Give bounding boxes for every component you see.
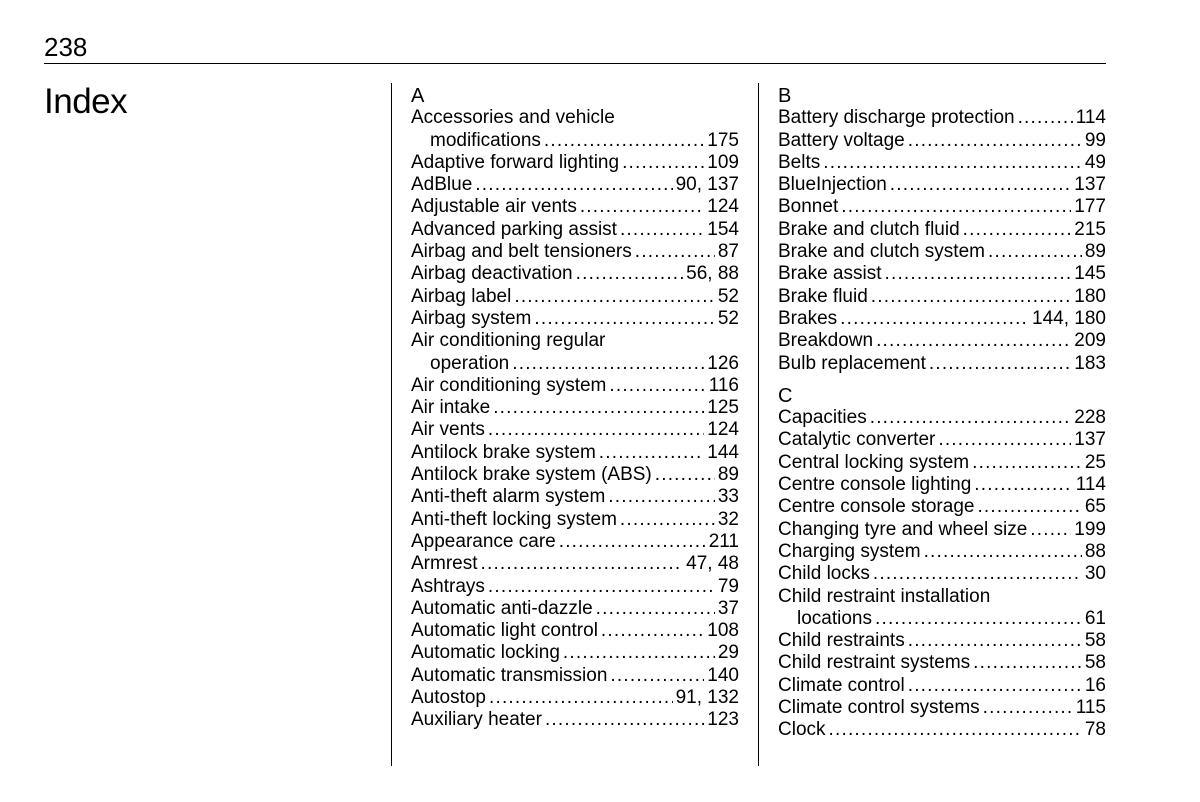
index-entry-pages: 32 (717, 508, 739, 530)
index-entry (411, 174, 739, 196)
index-entry-label: Bonnet (778, 196, 839, 218)
leader-dots (620, 509, 715, 531)
index-entry-label: AdBlue (411, 174, 473, 196)
index-entry-label: Antilock brake system (411, 441, 596, 463)
index-entry (778, 330, 1106, 352)
leader-dots (1018, 107, 1073, 129)
index-entry-label: Appearance care (411, 530, 556, 552)
index-entry (778, 196, 1106, 218)
index-entry (778, 541, 1106, 563)
leader-dots (544, 130, 704, 152)
index-entry-label: Brakes (778, 307, 838, 329)
index-entry-label: Centre console lighting (778, 474, 972, 496)
leader-dots (929, 353, 1071, 375)
index-entry-label: Auxiliary heater (411, 709, 542, 731)
index-entry-label: Charging system (778, 540, 921, 562)
leader-dots (974, 474, 1072, 496)
index-entry (778, 697, 1106, 719)
index-entry-pages: 125 (707, 397, 739, 419)
index-entry (778, 152, 1106, 174)
index-entry-label: Airbag label (411, 285, 512, 307)
index-entry (778, 496, 1106, 518)
leader-dots (514, 286, 715, 308)
index-entry-heading: Accessories and vehicle (411, 107, 615, 129)
index-entry-label: Adjustable air vents (411, 196, 577, 218)
index-entry (778, 652, 1106, 674)
index-entry-label: Autostop (411, 687, 486, 709)
index-entry-label: Anti-theft locking system (411, 508, 617, 530)
index-entry (778, 675, 1106, 697)
leader-dots (988, 241, 1082, 263)
index-entry-pages: 65 (1084, 496, 1106, 518)
page-title: Index (44, 82, 128, 121)
index-entry-label: Child restraints (778, 630, 905, 652)
index-entry-pages: 144 (707, 441, 739, 463)
index-entry (411, 375, 739, 397)
index-entry-pages: 108 (707, 620, 739, 642)
index-entry (411, 642, 739, 664)
index-entry (778, 241, 1106, 263)
index-entry-pages: 124 (707, 196, 739, 218)
index-entry-pages: 215 (1074, 218, 1106, 240)
leader-dots (870, 407, 1072, 429)
index-entry (411, 576, 739, 598)
index-entry (778, 263, 1106, 285)
leader-dots (488, 576, 715, 598)
index-entry-pages: 114 (1075, 107, 1106, 129)
index-entry-label: Airbag system (411, 307, 532, 329)
index-entry (778, 407, 1106, 429)
leader-dots (635, 241, 715, 263)
leader-dots (488, 419, 704, 441)
leader-dots (963, 219, 1072, 241)
index-entry-pages: 115 (1075, 697, 1106, 719)
index-entry (411, 263, 739, 285)
leader-dots (609, 375, 705, 397)
index-entry (411, 286, 739, 308)
index-entry (411, 687, 739, 709)
index-entry (411, 464, 739, 486)
column-divider (391, 83, 392, 766)
index-entry-label: Clock (778, 719, 826, 741)
leader-dots (512, 353, 704, 375)
index-entry-label: Airbag deactivation (411, 263, 573, 285)
index-entry (411, 397, 739, 419)
leader-dots (972, 452, 1082, 474)
index-entry-label: Automatic light control (411, 620, 598, 642)
leader-dots (973, 652, 1082, 674)
index-entry-label: Anti-theft alarm system (411, 486, 606, 508)
index-entry-pages: 99 (1084, 129, 1106, 151)
index-entry-label: Armrest (411, 553, 478, 575)
index-entry-pages: 91, 132 (675, 687, 739, 709)
leader-dots (622, 152, 704, 174)
leader-dots (576, 263, 684, 285)
leader-dots (908, 675, 1082, 697)
index-entry (411, 620, 739, 642)
index-entry-pages: 177 (1074, 196, 1106, 218)
index-entry-pages: 56, 88 (686, 263, 739, 285)
index-entry-label: Automatic transmission (411, 664, 608, 686)
index-entry-label: Breakdown (778, 330, 874, 352)
index-entry-pages: 89 (1084, 241, 1106, 263)
index-entry-pages: 47, 48 (686, 553, 739, 575)
leader-dots (563, 642, 715, 664)
index-entry-label: Advanced parking assist (411, 218, 617, 240)
index-entry-pages: 124 (707, 419, 739, 441)
index-entry (411, 665, 739, 687)
index-entry-pages: 88 (1084, 540, 1106, 562)
leader-dots (601, 620, 704, 642)
index-entry-pages: 209 (1074, 330, 1106, 352)
index-entry (778, 630, 1106, 652)
index-entry-pages: 52 (717, 285, 739, 307)
index-entry-label: operation (430, 352, 510, 374)
index-entry-label: Belts (778, 151, 821, 173)
index-entry-label: Climate control (778, 674, 905, 696)
header-rule (44, 63, 1106, 64)
leader-dots (489, 687, 673, 709)
index-entry-pages: 89 (717, 464, 739, 486)
leader-dots (983, 697, 1073, 719)
leader-dots (938, 429, 1071, 451)
leader-dots (655, 464, 715, 486)
index-entry (778, 130, 1106, 152)
index-entry (778, 452, 1106, 474)
index-entry-label: Automatic locking (411, 642, 560, 664)
index-column-left (411, 84, 739, 732)
index-entry (411, 152, 739, 174)
index-entry-label: Adaptive forward lighting (411, 151, 620, 173)
leader-dots (924, 541, 1082, 563)
index-entry-label: BlueInjection (778, 174, 887, 196)
index-entry-label: Capacities (778, 407, 867, 429)
leader-dots (876, 330, 1071, 352)
leader-dots (596, 598, 715, 620)
index-entry-heading: Air conditioning regular (411, 330, 606, 352)
index-entry (411, 553, 739, 575)
index-entry-pages: 52 (717, 307, 739, 329)
index-entry-label: Brake and clutch system (778, 241, 985, 263)
index-entry (778, 107, 1106, 129)
index-entry-label: Ashtrays (411, 575, 485, 597)
index-entry (778, 308, 1106, 330)
index-entry-pages: 211 (708, 530, 739, 552)
index-entry-pages: 78 (1084, 719, 1106, 741)
leader-dots (534, 308, 714, 330)
index-entry-pages: 140 (707, 664, 739, 686)
index-entry-label: Changing tyre and wheel size (778, 518, 1028, 540)
leader-dots (871, 286, 1072, 308)
section-letter: A (411, 85, 425, 107)
leader-dots (977, 496, 1081, 518)
index-column-right (778, 84, 1106, 742)
leader-dots (545, 709, 704, 731)
page-number: 238 (44, 32, 88, 62)
leader-dots (620, 219, 704, 241)
index-entry-pages: 154 (707, 218, 739, 240)
leader-dots (890, 174, 1072, 196)
leader-dots (493, 397, 704, 419)
index-entry (411, 598, 739, 620)
index-entry-label: Air intake (411, 397, 491, 419)
index-entry (778, 719, 1106, 741)
leader-dots (884, 263, 1071, 285)
index-entry-label: Brake fluid (778, 285, 868, 307)
section-letter: B (778, 85, 792, 107)
index-entry-label: Automatic anti-dazzle (411, 597, 593, 619)
index-entry-pages: 87 (717, 241, 739, 263)
index-entry-label: Antilock brake system (ABS) (411, 464, 652, 486)
index-entry-pages: 145 (1074, 263, 1106, 285)
index-entry-pages: 144, 180 (1032, 307, 1106, 329)
index-entry (778, 353, 1106, 375)
index-entry-pages: 114 (1075, 474, 1106, 496)
index-entry-pages: 58 (1084, 652, 1106, 674)
index-entry-pages: 58 (1084, 630, 1106, 652)
leader-dots (908, 130, 1082, 152)
leader-dots (829, 719, 1082, 741)
index-entry-pages: 123 (707, 709, 739, 731)
index-entry (778, 519, 1106, 541)
index-entry-label: modifications (430, 129, 541, 151)
leader-dots (610, 665, 704, 687)
leader-dots (599, 442, 705, 464)
index-entry-pages: 180 (1074, 285, 1106, 307)
index-entry-label: Climate control systems (778, 697, 980, 719)
index-entry (411, 531, 739, 553)
index-entry (778, 174, 1106, 196)
index-entry-pages: 49 (1084, 151, 1106, 173)
leader-dots (608, 486, 715, 508)
index-entry (411, 196, 739, 218)
leader-dots (875, 608, 1082, 630)
index-entry (778, 219, 1106, 241)
index-entry-pages: 228 (1074, 407, 1106, 429)
index-entry-label: Centre console storage (778, 496, 975, 518)
index-entry-pages: 61 (1084, 607, 1106, 629)
leader-dots (559, 531, 706, 553)
index-entry (778, 563, 1106, 585)
leader-dots (908, 630, 1082, 652)
index-entry (411, 353, 739, 375)
leader-dots (475, 174, 672, 196)
index-entry (411, 308, 739, 330)
index-entry-label: Child locks (778, 563, 870, 585)
index-entry-pages: 183 (1074, 352, 1106, 374)
index-entry (411, 509, 739, 531)
index-entry-pages: 33 (717, 486, 739, 508)
index-entry-pages: 109 (707, 151, 739, 173)
column-divider (758, 83, 759, 766)
index-entry (778, 286, 1106, 308)
index-entry (411, 486, 739, 508)
leader-dots (823, 152, 1082, 174)
index-entry-label: Air conditioning system (411, 374, 607, 396)
leader-dots (481, 553, 684, 575)
index-entry-pages: 30 (1084, 563, 1106, 585)
index-entry (778, 474, 1106, 496)
index-entry-pages: 175 (707, 129, 739, 151)
index-entry-pages: 79 (717, 575, 739, 597)
index-entry (778, 429, 1106, 451)
index-entry-label: Battery voltage (778, 129, 905, 151)
index-entry-label: Bulb replacement (778, 352, 926, 374)
index-entry (778, 608, 1106, 630)
index-entry-pages: 199 (1074, 518, 1106, 540)
index-entry-label: Battery discharge protection (778, 107, 1015, 129)
index-entry-label: Child restraint systems (778, 652, 971, 674)
index-entry-label: Catalytic converter (778, 429, 936, 451)
index-entry-heading: Child restraint installation (778, 585, 991, 607)
index-entry-label: Airbag and belt tensioners (411, 241, 632, 263)
leader-dots (873, 563, 1082, 585)
index-entry-pages: 25 (1084, 451, 1106, 473)
index-entry (411, 130, 739, 152)
index-entry-label: Brake assist (778, 263, 882, 285)
leader-dots (840, 308, 1029, 330)
index-entry-pages: 116 (708, 374, 739, 396)
index-entry-label: Brake and clutch fluid (778, 218, 960, 240)
index-entry (411, 709, 739, 731)
index-entry (411, 241, 739, 263)
index-entry-pages: 90, 137 (675, 174, 739, 196)
index-entry-pages: 29 (717, 642, 739, 664)
index-entry-pages: 137 (1074, 429, 1106, 451)
index-entry (411, 219, 739, 241)
index-entry-label: locations (797, 607, 872, 629)
index-entry (411, 419, 739, 441)
leader-dots (1030, 519, 1071, 541)
leader-dots (580, 196, 704, 218)
index-entry-label: Central locking system (778, 451, 970, 473)
index-entry-pages: 37 (717, 597, 739, 619)
index-entry-pages: 126 (707, 352, 739, 374)
section-letter: C (778, 384, 793, 407)
index-entry-pages: 16 (1084, 674, 1106, 696)
index-entry-pages: 137 (1074, 174, 1106, 196)
index-entry-label: Air vents (411, 419, 485, 441)
leader-dots (841, 196, 1071, 218)
index-entry (411, 442, 739, 464)
